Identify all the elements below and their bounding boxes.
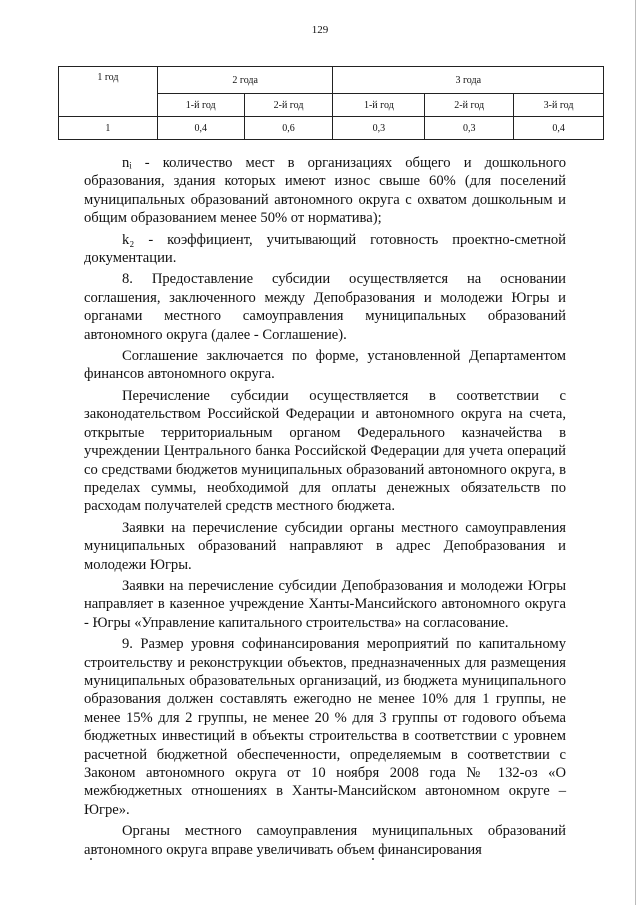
subheader-cell: 1-й год xyxy=(157,94,244,117)
paragraph-agreement-form: Соглашение заключается по форме, установленной Департаментом финансов автономного округа. xyxy=(84,348,566,383)
table-cell: 0,4 xyxy=(157,117,244,140)
paragraph-requests-local: Заявки на перечисление субсидии органы местного самоуправления муниципальных образований направляют в адрес Депобразования и молодежи Югры. xyxy=(84,519,566,573)
table-cell: 0,3 xyxy=(425,117,514,140)
header-2-years: 2 года xyxy=(157,67,333,94)
scan-speck xyxy=(90,858,92,860)
page-number: 129 xyxy=(311,24,329,36)
paragraph-k2-definition: k₂ - коэффициент, учитывающий готовность проектно-сметной документации. xyxy=(84,231,566,267)
paragraph-item-8: 8. Предоставление субсидии осуществляется на основании соглашения, заключенного между Депобразования и молодежи Югры и органами местного самоуправления муниципальных образований автономного округа (далее - Соглашение). xyxy=(84,271,566,343)
table-cell: 0,6 xyxy=(244,117,333,140)
paragraph-local-authorities: Органы местного самоуправления муниципальных образований автономного округа вправе увеличивать объем финансирования xyxy=(84,823,566,858)
subheader-cell: 3-й год xyxy=(514,94,604,117)
table-cell: 0,3 xyxy=(333,117,425,140)
scan-speck xyxy=(372,858,374,860)
subheader-cell: 2-й год xyxy=(244,94,333,117)
subheader-cell: 1-й год xyxy=(333,94,425,117)
header-1-year: 1 год xyxy=(59,67,158,117)
document-body xyxy=(84,154,566,862)
coefficient-table xyxy=(58,66,604,140)
paragraph-item-9: 9. Размер уровня софинансирования мероприятий по капитальному строительству и реконструкции объектов, предназначенных для размещения муниципальных образовательных организаций, из бюджета муниципального образования должен составлять ежегодно не менее 10% для 1 группы, не менее 15% для 2 группы, не менее 20 % для 3 группы от годового объема бюджетных инвестиций в объекты строительства в соответствии с уровнем расчетной бюджетной обеспеченности, определяемым в соответствии с Законом автономного округа от 10 ноября 2008 года № 132-оз «О межбюджетных отношениях в Ханты-Мансийском автономном округе – Югре». xyxy=(84,636,566,818)
subheader-cell: 2-й год xyxy=(425,94,514,117)
page-edge xyxy=(635,0,636,905)
paragraph-requests-dept: Заявки на перечисление субсидии Депобразования и молодежи Югры направляет в казенное учреждение Ханты-Мансийского автономного округа - Югры «Управление капитального строительства» на согласование. xyxy=(84,577,566,631)
table-cell: 1 xyxy=(59,117,158,140)
header-3-years: 3 года xyxy=(333,67,604,94)
paragraph-ni-definition: nᵢ - количество мест в организациях общего и дошкольного образования, здания которых имеют износ свыше 60% (для поселений муниципальных образований автономного округа с охватом дошкольным и общим образованием менее 50% от норматива); xyxy=(84,155,566,227)
paragraph-transfer: Перечисление субсидии осуществляется в соответствии с законодательством Российской Федерации и автономного округа на счета, открытые территориальным органом Федерального казначейства в учреждении Центрального банка Российской Федерации для учета операций со средствами бюджетов муниципальных образований автономного округа, в пределах суммы, необходимой для оплаты денежных обязательств по расходам получателей средств местного бюджета. xyxy=(84,387,566,515)
table-cell: 0,4 xyxy=(514,117,604,140)
